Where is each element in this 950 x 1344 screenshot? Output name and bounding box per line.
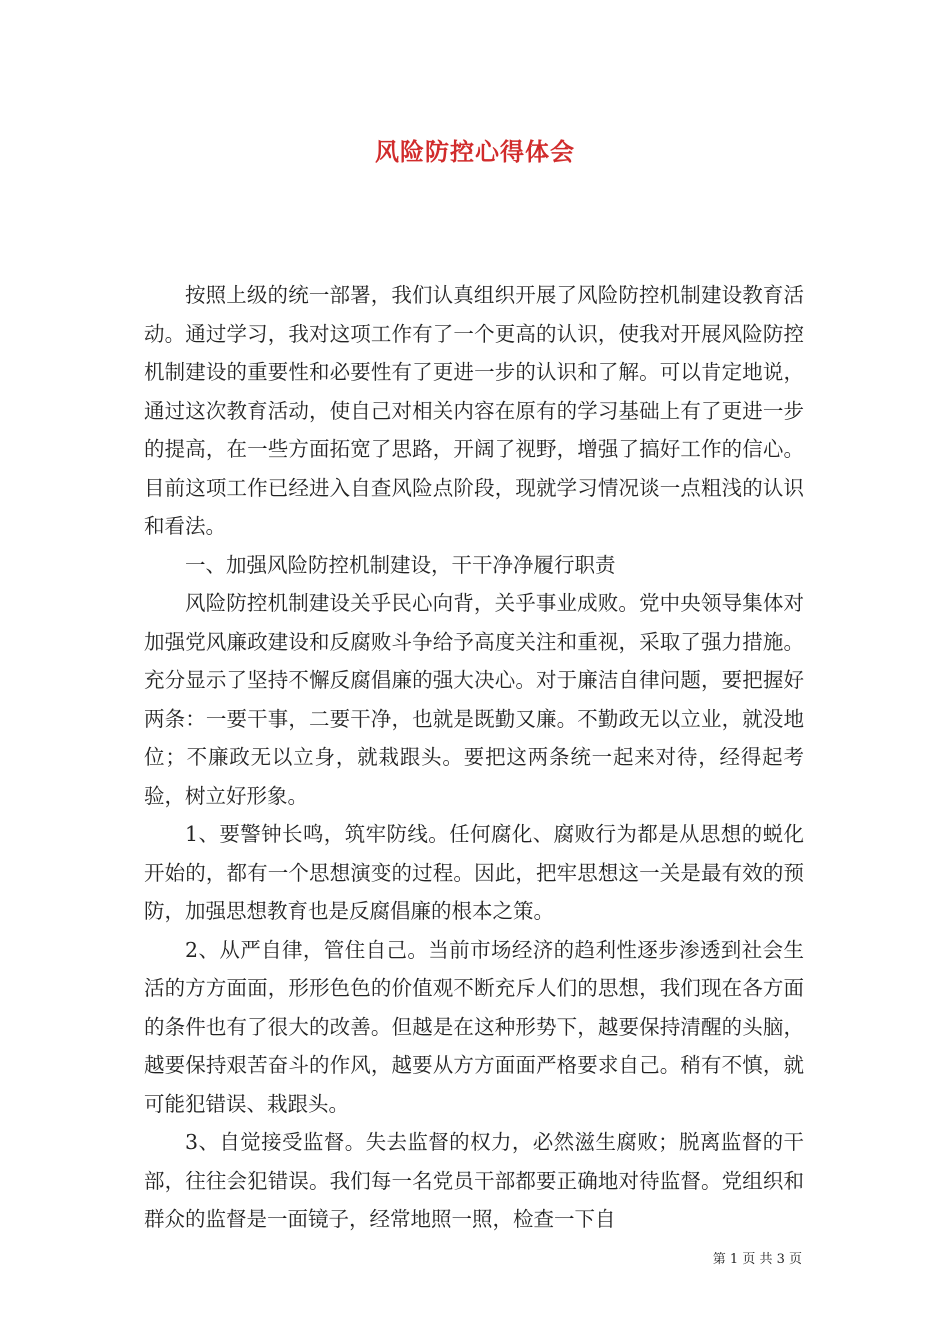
page-number: 第 1 页 共 3 页: [712, 1252, 802, 1267]
document-body: [144, 276, 804, 1239]
paragraph-section-1: 风险防控机制建设关乎民心向背，关乎事业成败。党中央领导集体对加强党风廉政建设和反腐败斗争给予高度关注和重视，采取了强力措施。充分显示了坚持不懈反腐倡廉的强大决心。对于廉洁自律问题，要把握好两条：一要干事，二要干净，也就是既勤又廉。不勤政无以立业，就没地位；不廉政无以立身，就栽跟头。要把这两条统一起来对待，经得起考验，树立好形象。: [144, 591, 804, 808]
paragraph-intro: 按照上级的统一部署，我们认真组织开展了风险防控机制建设教育活动。通过学习，我对这项工作有了一个更高的认识，使我对开展风险防控机制建设的重要性和必要性有了更进一步的认识和了解。可以肯定地说，通过这次教育活动，使自己对相关内容在原有的学习基础上有了更进一步的提高，在一些方面拓宽了思路，开阔了视野，增强了搞好工作的信心。目前这项工作已经进入自查风险点阶段，现就学习情况谈一点粗浅的认识和看法。: [144, 283, 804, 538]
paragraph-point-1: 1、要警钟长鸣，筑牢防线。任何腐化、腐败行为都是从思想的蜕化开始的，都有一个思想演变的过程。因此，把牢思想这一关是最有效的预防，加强思想教育也是反腐倡廉的根本之策。: [144, 822, 804, 923]
document-title: 风险防控心得体会: [375, 137, 575, 166]
paragraph-point-3: 3、自觉接受监督。失去监督的权力，必然滋生腐败；脱离监督的干部，往往会犯错误。我们每一名党员干部都要正确地对待监督。党组织和群众的监督是一面镜子，经常地照一照，检查一下自: [144, 1130, 804, 1231]
section-heading-1: 一、加强风险防控机制建设，干干净净履行职责: [185, 552, 616, 577]
paragraph-point-2: 2、从严自律，管住自己。当前市场经济的趋利性逐步渗透到社会生活的方方面面，形形色色的价值观不断充斥人们的思想，我们现在各方面的条件也有了很大的改善。但越是在这种形势下，越要保持清醒的头脑，越要保持艰苦奋斗的作风，越要从方方面面严格要求自己。稍有不慎，就可能犯错误、栽跟头。: [144, 937, 804, 1116]
